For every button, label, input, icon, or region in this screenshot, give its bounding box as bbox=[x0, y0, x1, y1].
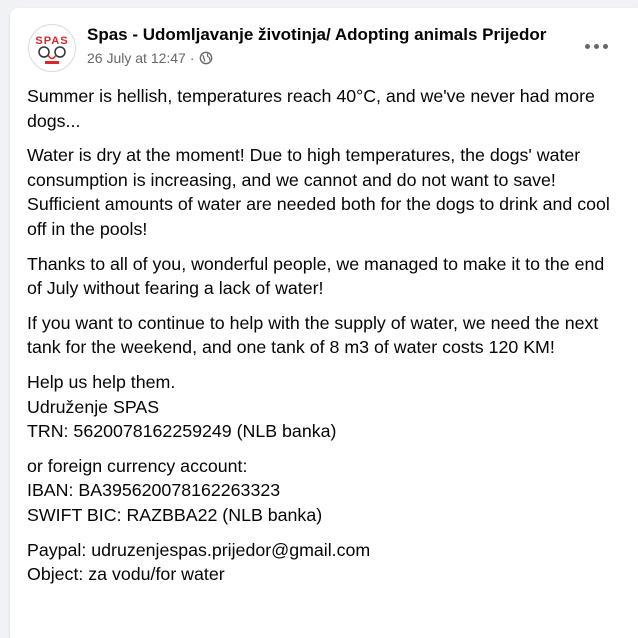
post-text-line: If you want to continue to help with the supply of water, we need the next tank for the weekend, and one tank of 8 m3 of water costs 120 KM! bbox=[27, 312, 599, 358]
post-text-line: Water is dry at the moment! Due to high temperatures, the dogs' water consumption is increasing, and we cannot and do not want to save! Sufficient amounts of water are needed both for the dogs to drink and cool off in the pools! bbox=[27, 145, 610, 239]
post-text-line: IBAN: BA395620078162263323 bbox=[27, 480, 281, 501]
post-text-line: Udruženje SPAS bbox=[27, 396, 160, 417]
post-text-line: TRN: 5620078162259249 (NLB banka) bbox=[27, 421, 337, 442]
post-text-line: Paypal: udruzenjespas.prijedor@gmail.com bbox=[27, 539, 371, 560]
more-options-button[interactable] bbox=[578, 28, 614, 64]
post-text bbox=[27, 84, 617, 597]
more-options-icon bbox=[585, 44, 590, 49]
avatar[interactable] bbox=[28, 24, 76, 72]
post-paragraph bbox=[27, 311, 617, 360]
spas-logo bbox=[29, 25, 75, 71]
svg-text:SPAS: SPAS bbox=[35, 35, 69, 47]
post-meta bbox=[87, 50, 213, 66]
post-text-line: Object: za vodu/for water bbox=[27, 564, 225, 585]
post-text-line: or foreign currency account: bbox=[27, 455, 248, 476]
post-paragraph bbox=[27, 252, 617, 301]
post-text-line: Help us help them. bbox=[27, 371, 176, 392]
post-paragraph bbox=[27, 538, 617, 587]
post-header bbox=[10, 8, 638, 80]
post-paragraph bbox=[27, 454, 617, 528]
meta-separator: · bbox=[189, 50, 195, 66]
post-text-line: Summer is hellish, temperatures reach 40°C, and we've never had more dogs... bbox=[27, 86, 595, 131]
post-paragraph bbox=[27, 143, 617, 241]
post-text-line: Thanks to all of you, wonderful people, we managed to make it to the end of July without fearing a lack of water! bbox=[27, 253, 605, 299]
post-date[interactable]: 26 July at 12:47 bbox=[87, 50, 186, 66]
globe-icon[interactable] bbox=[199, 51, 213, 65]
post-card bbox=[10, 8, 638, 638]
page-name-link[interactable]: Spas - Udomljavanje životinja/ Adopting animals Prijedor bbox=[87, 25, 547, 44]
post-paragraph bbox=[27, 84, 617, 133]
post-text-line: SWIFT BIC: RAZBBA22 (NLB banka) bbox=[27, 504, 323, 525]
post-paragraph bbox=[27, 370, 617, 444]
